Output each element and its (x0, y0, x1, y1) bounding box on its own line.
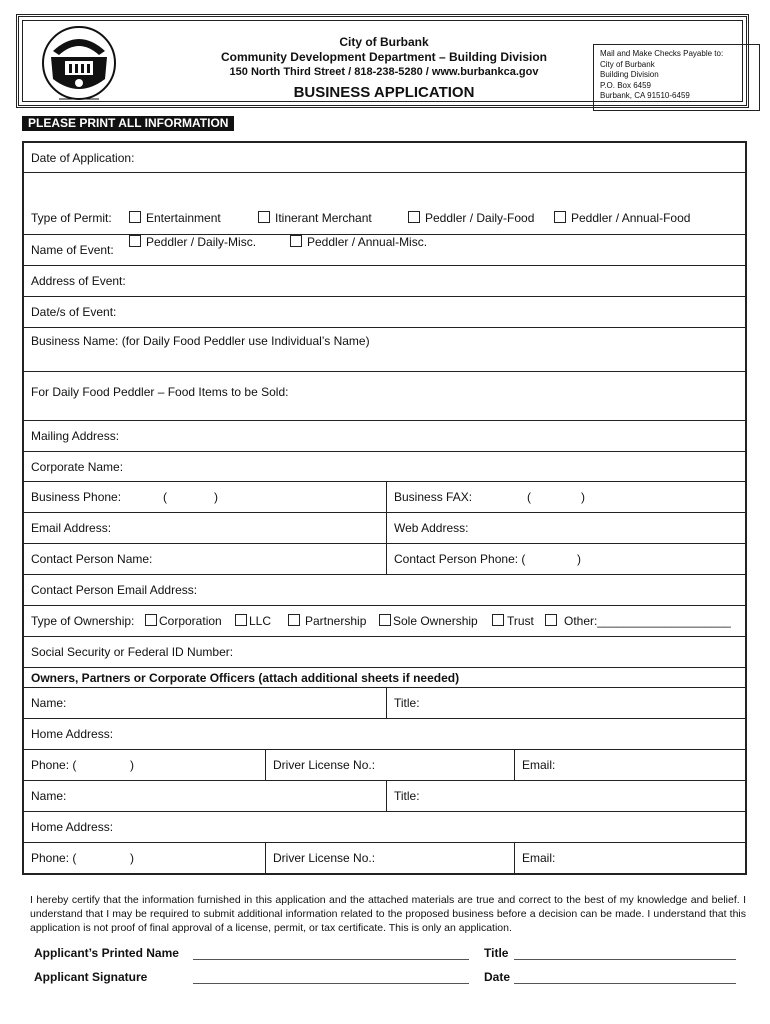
ownership-option-partnership[interactable]: Partnership (288, 614, 366, 628)
type-of-permit-label: Type of Permit: (31, 211, 112, 225)
food-items-row[interactable] (24, 372, 745, 421)
owner-2-home-address-row[interactable] (24, 812, 745, 843)
checkbox[interactable] (288, 614, 300, 626)
address-of-event-row[interactable] (24, 266, 745, 297)
owner-1-email-field[interactable]: Email: (514, 750, 745, 780)
address-of-event-label: Address of Event: (31, 274, 126, 288)
paren-close: ) (214, 490, 218, 504)
owner-2-email-field[interactable]: Email: (514, 843, 745, 873)
business-fax-field[interactable] (386, 482, 745, 512)
contact-person-phone-field[interactable] (386, 544, 745, 574)
owner-2-home-address-label: Home Address: (31, 820, 114, 834)
application-form (22, 141, 747, 875)
owner-2-phone-label: Phone: ( (31, 851, 77, 865)
ownership-option-corporation[interactable]: Corporation (145, 614, 222, 628)
owner-1-home-address-label: Home Address: (31, 727, 114, 741)
mail-to-line: P.O. Box 6459 (600, 80, 651, 90)
dates-of-event-label: Date/s of Event: (31, 305, 117, 319)
owner-2-phone-row (24, 843, 745, 873)
mail-to-line: Building Division (600, 70, 659, 79)
email-address-field[interactable]: Email Address: (31, 521, 112, 535)
web-address-field[interactable]: Web Address: (386, 513, 745, 543)
permit-option-peddler-annual-food[interactable]: Peddler / Annual-Food (554, 211, 690, 225)
printed-name-line[interactable] (193, 959, 469, 960)
title-line[interactable] (514, 959, 736, 960)
signature-label: Applicant Signature (34, 970, 148, 984)
date-label: Date (484, 970, 511, 984)
owner-1-name-field[interactable]: Name: (31, 696, 67, 710)
contact-person-name-field[interactable]: Contact Person Name: (31, 552, 153, 566)
owner-1-driver-license-field[interactable]: Driver License No.: (265, 750, 514, 780)
permit-option-itinerant-merchant[interactable]: Itinerant Merchant (258, 211, 372, 225)
paren-close: ) (130, 851, 134, 865)
checkbox[interactable] (408, 211, 420, 223)
title-label: Title (484, 946, 509, 960)
signature-line[interactable] (193, 983, 469, 984)
form-header (16, 14, 749, 108)
mail-to-line: City of Burbank (600, 59, 655, 69)
type-of-permit-row (24, 173, 745, 249)
checkbox[interactable] (379, 614, 391, 626)
owner-1-title-field[interactable]: Title: (386, 688, 745, 718)
ownership-option-sole-ownership[interactable]: Sole Ownership (379, 614, 478, 628)
checkbox[interactable] (545, 614, 557, 626)
name-of-event-label: Name of Event: (31, 243, 114, 257)
mailing-address-row[interactable] (24, 421, 745, 452)
dates-of-event-row[interactable] (24, 297, 745, 328)
contact-person-phone-label: Contact Person Phone: ( (394, 552, 526, 566)
mail-to-box (593, 44, 760, 111)
ownership-option-trust[interactable]: Trust (492, 614, 534, 628)
business-phone-field[interactable] (24, 482, 386, 512)
owner-1-phone-field[interactable] (24, 750, 265, 780)
paren-close: ) (581, 490, 585, 504)
ownership-option-other[interactable]: Other:____________________ (545, 614, 745, 628)
date-line[interactable] (514, 983, 736, 984)
permit-option-peddler-daily-food[interactable]: Peddler / Daily-Food (408, 211, 534, 225)
name-of-event-row[interactable] (24, 235, 745, 266)
checkbox[interactable] (145, 614, 157, 626)
email-web-row (24, 513, 745, 544)
checkbox[interactable] (129, 211, 141, 223)
mail-to-line: Burbank, CA 91510-6459 (600, 91, 690, 100)
business-name-label: Business Name: (for Daily Food Peddler use Individual’s Name) (31, 334, 370, 348)
department-name: Community Development Department – Building Division (220, 50, 548, 64)
city-seal-icon (39, 23, 119, 103)
checkbox[interactable] (492, 614, 504, 626)
permit-option-peddler-annual-misc[interactable]: Peddler / Annual-Misc. (290, 235, 427, 249)
permit-option-entertainment[interactable]: Entertainment (129, 211, 221, 225)
owner-2-title-field[interactable]: Title: (386, 781, 745, 811)
contact-email-row[interactable] (24, 575, 745, 606)
ownership-option-llc[interactable]: LLC (235, 614, 271, 628)
department-address: 150 North Third Street / 818-238-5280 / www.burbankca.gov (229, 66, 539, 78)
mail-to-line: Mail and Make Checks Payable to: (600, 49, 724, 58)
paren-open: ( (527, 490, 531, 504)
city-name: City of Burbank (339, 35, 429, 49)
contact-person-row (24, 544, 745, 575)
corporate-name-row[interactable] (24, 452, 745, 482)
owners-heading: Owners, Partners or Corporate Officers (attach additional sheets if needed) (31, 670, 460, 685)
paren-close: ) (130, 758, 134, 772)
print-notice: PLEASE PRINT ALL INFORMATION (22, 116, 234, 131)
business-name-row[interactable] (24, 328, 745, 372)
form-title: BUSINESS APPLICATION (293, 84, 475, 101)
mailing-address-label: Mailing Address: (31, 429, 120, 443)
contact-person-email-label: Contact Person Email Address: (31, 583, 198, 597)
ssn-fein-row[interactable] (24, 637, 745, 668)
date-of-application-label: Date of Application: (31, 150, 135, 165)
paren-open: ( (163, 490, 167, 504)
checkbox[interactable] (235, 614, 247, 626)
permit-option-peddler-daily-misc[interactable]: Peddler / Daily-Misc. (129, 235, 256, 249)
owner-1-name-title-row (24, 688, 745, 719)
food-items-label: For Daily Food Peddler – Food Items to be Sold: (31, 385, 289, 399)
type-of-ownership-label: Type of Ownership: (31, 614, 135, 628)
checkbox[interactable] (554, 211, 566, 223)
paren-close: ) (577, 552, 581, 566)
owner-2-phone-field[interactable] (24, 843, 265, 873)
certification-statement: I hereby certify that the information furnished in this application and the attached materials are true and correct to the best of my knowledge and belief. I understand that I may be required to submit additional information related to the proposed business before a decision can be made. I understand that this application is not proof of final approval of a license, permit, or tax certificate. This is only an application. (30, 894, 746, 934)
owner-1-phone-label: Phone: ( (31, 758, 77, 772)
owner-2-driver-license-field[interactable]: Driver License No.: (265, 843, 514, 873)
owners-heading-row (24, 668, 745, 688)
owner-2-name-title-row (24, 781, 745, 812)
owner-1-home-address-row[interactable] (24, 719, 745, 750)
type-of-ownership-row (24, 606, 745, 637)
owner-1-phone-row (24, 750, 745, 781)
corporate-name-label: Corporate Name: (31, 459, 124, 474)
business-phone-label: Business Phone: (31, 490, 122, 504)
date-of-application-row[interactable] (24, 143, 745, 173)
printed-name-label: Applicant’s Printed Name (34, 946, 179, 960)
ssn-fein-label: Social Security or Federal ID Number: (31, 645, 234, 659)
owner-2-name-field[interactable]: Name: (31, 789, 67, 803)
business-phone-fax-row (24, 482, 745, 513)
checkbox[interactable] (258, 211, 270, 223)
business-fax-label: Business FAX: (394, 490, 473, 504)
